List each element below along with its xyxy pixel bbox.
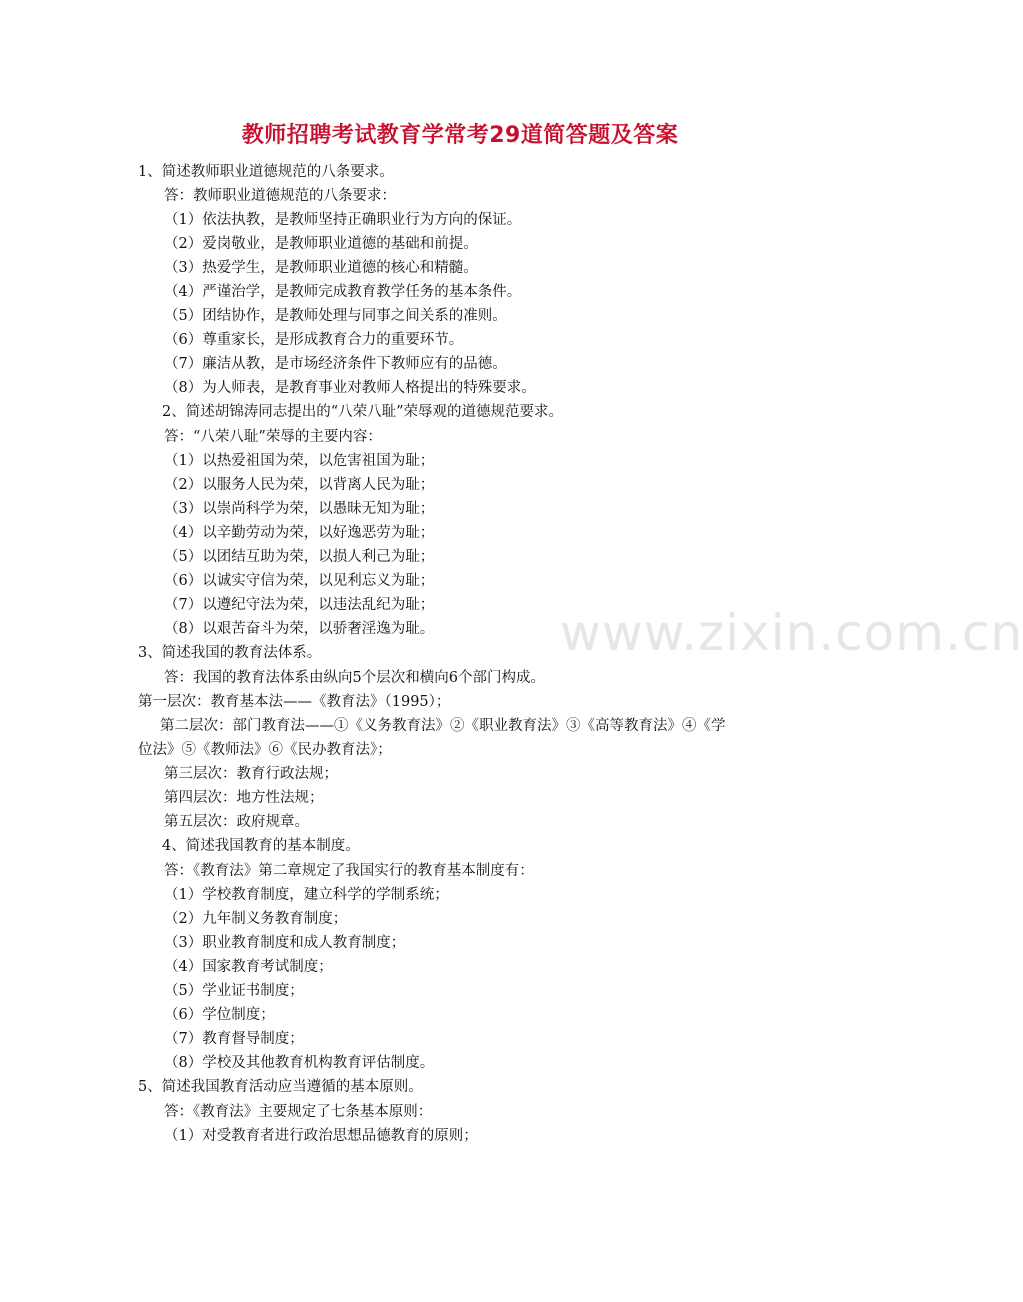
answer-item: （2）九年制义务教育制度； [164,911,348,927]
answer-item: （8）学校及其他教育机构教育评估制度。 [164,1055,435,1071]
answer-intro: 答：“八荣八耻”荣辱的主要内容： [164,429,382,445]
answer-intro: 答：《教育法》主要规定了七条基本原则： [164,1104,433,1120]
watermark: www.zixin.com.cn [560,604,1023,662]
answer-item: （7）教育督导制度； [164,1031,304,1047]
question-heading: 4、简述我国教育的基本制度。 [162,838,360,854]
question-heading: 2、简述胡锦涛同志提出的“八荣八耻”荣辱观的道德规范要求。 [162,404,564,420]
answer-item: 第五层次：政府规章。 [164,814,309,830]
answer-item: （6）学位制度； [164,1007,275,1023]
answer-item: （2）以服务人民为荣，以背离人民为耻； [164,477,435,493]
answer-item: 第三层次：教育行政法规； [164,766,338,782]
answer-intro: 答：我国的教育法体系由纵向5个层次和横向6个部门构成。 [164,670,545,686]
answer-item: （3）以崇尚科学为荣，以愚昧无知为耻； [164,501,435,517]
answer-item: （2）爱岗敬业，是教师职业道德的基础和前提。 [164,236,478,252]
answer-item: （1）对受教育者进行政治思想品德教育的原则； [164,1128,478,1144]
answer-item: （1）依法执教，是教师坚持正确职业行为方向的保证。 [164,212,522,228]
answer-item: （5）学业证书制度； [164,983,304,999]
answer-item: （3）热爱学生，是教师职业道德的核心和精髓。 [164,260,478,276]
answer-intro: 答：《教育法》第二章规定了我国实行的教育基本制度有： [164,863,534,879]
answer-item: （7）廉洁从教，是市场经济条件下教师应有的品德。 [164,356,507,372]
answer-item: （8）为人师表，是教育事业对教师人格提出的特殊要求。 [164,380,536,396]
answer-item: （6）尊重家长，是形成教育合力的重要环节。 [164,332,464,348]
question-heading: 3、简述我国的教育法体系。 [138,645,322,661]
answer-item: （1）以热爱祖国为荣，以危害祖国为耻； [164,453,435,469]
answer-item: （5）团结协作，是教师处理与同事之间关系的准则。 [164,308,507,324]
answer-item: 第二层次：部门教育法——①《义务教育法》②《职业教育法》③《高等教育法》④《学 [160,718,726,734]
question-heading: 1、简述教师职业道德规范的八条要求。 [138,164,394,180]
answer-item: （5）以团结互助为荣，以损人利己为耻； [164,549,435,565]
answer-item: （4）以辛勤劳动为荣，以好逸恶劳为耻； [164,525,435,541]
answer-item-continued: 位法》⑤《教师法》⑥《民办教育法》； [138,742,392,758]
answer-item: 第四层次：地方性法规； [164,790,324,806]
answer-item: （7）以遵纪守法为荣，以违法乱纪为耻； [164,597,435,613]
answer-item: （4）国家教育考试制度； [164,959,333,975]
answer-item: （3）职业教育制度和成人教育制度； [164,935,406,951]
document-title: 教师招聘考试教育学常考29道简答题及答案 [241,123,679,148]
answer-item: （8）以艰苦奋斗为荣，以骄奢淫逸为耻。 [164,621,435,637]
answer-item: （4）严谨治学，是教师完成教育教学任务的基本条件。 [164,284,522,300]
answer-item: 第一层次：教育基本法——《教育法》（1995）； [138,694,451,710]
answer-item: （6）以诚实守信为荣，以见利忘义为耻； [164,573,435,589]
answer-intro: 答：教师职业道德规范的八条要求： [164,188,396,204]
question-heading: 5、简述我国教育活动应当遵循的基本原则。 [138,1079,423,1095]
answer-item: （1）学校教育制度，建立科学的学制系统； [164,887,449,903]
